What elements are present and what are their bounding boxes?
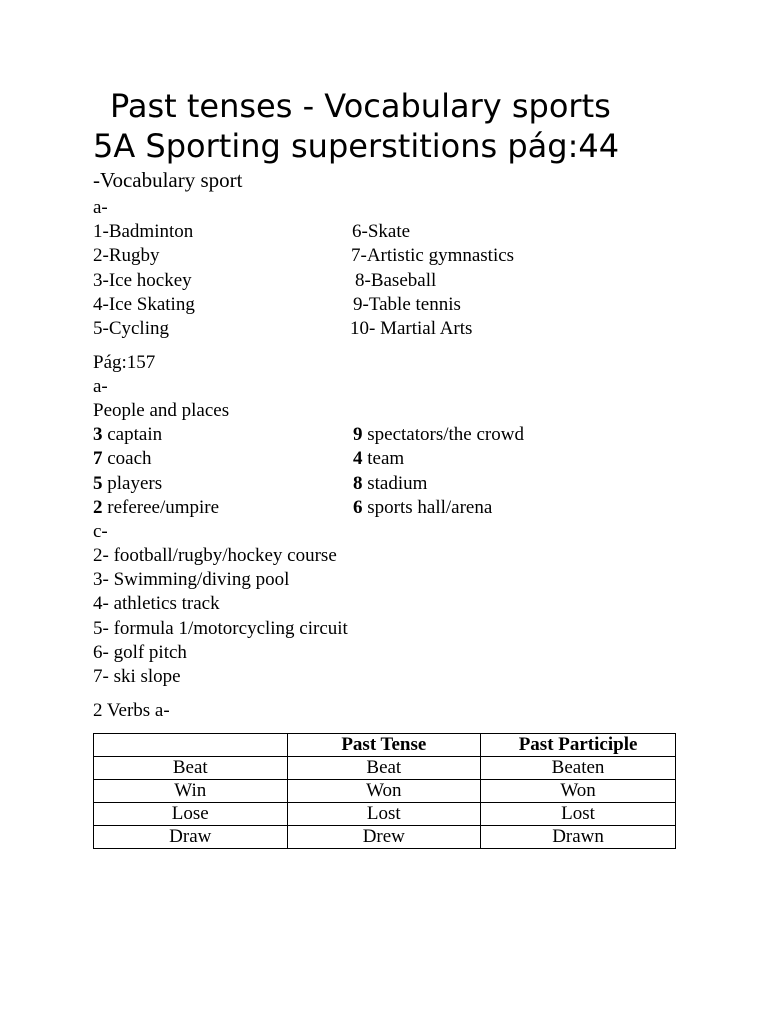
- vocab-section-a: a-: [93, 197, 108, 218]
- vocab-item: 7-Artistic gymnastics: [351, 245, 515, 266]
- vocab-item: 3-Ice hockey: [93, 270, 192, 291]
- page-157-section-a: a-: [93, 376, 108, 397]
- table-cell: Drawn: [481, 826, 676, 849]
- item-text: stadium: [362, 473, 428, 494]
- place-item: 2- football/rugby/hockey course: [93, 545, 337, 566]
- item-number: 6: [353, 497, 363, 518]
- item-number: 8: [353, 473, 363, 494]
- table-row: [94, 757, 676, 780]
- people-item: [353, 423, 524, 447]
- item-number: 2: [93, 497, 103, 518]
- verbs-heading: 2 Verbs a-: [93, 700, 170, 721]
- table-cell: Beat: [94, 757, 288, 780]
- vocab-item: 8-Baseball: [355, 270, 437, 291]
- place-item: 6- golf pitch: [93, 642, 187, 663]
- table-cell: Lose: [94, 803, 288, 826]
- table-cell: Draw: [94, 826, 288, 849]
- vocab-item: 10- Martial Arts: [350, 318, 473, 339]
- verbs-table: [93, 733, 676, 849]
- people-item: [353, 496, 492, 520]
- table-cell: Beat: [287, 757, 481, 780]
- vocab-item: 5-Cycling: [93, 318, 169, 339]
- table-cell: Won: [481, 780, 676, 803]
- table-row: [94, 826, 676, 849]
- page-title-line-1: Past tenses - Vocabulary sports: [110, 87, 611, 125]
- table-cell: Drew: [287, 826, 481, 849]
- item-text: coach: [102, 448, 152, 469]
- people-places-heading: People and places: [93, 400, 230, 421]
- item-number: 9: [353, 424, 363, 445]
- vocab-item: 2-Rugby: [93, 245, 160, 266]
- vocab-item: 6-Skate: [352, 221, 411, 242]
- column-header: Past Participle: [481, 734, 676, 757]
- place-item: 4- athletics track: [93, 593, 220, 614]
- people-item: [93, 472, 162, 496]
- item-number: 4: [353, 448, 363, 469]
- column-header: Past Tense: [287, 734, 481, 757]
- table-cell: Won: [287, 780, 481, 803]
- table-cell: Win: [94, 780, 288, 803]
- item-number: 3: [93, 424, 103, 445]
- column-header: [94, 734, 288, 757]
- item-text: referee/umpire: [102, 497, 220, 518]
- people-item: [93, 423, 162, 447]
- vocab-item: 4-Ice Skating: [93, 294, 195, 315]
- item-text: team: [362, 448, 405, 469]
- item-number: 7: [93, 448, 103, 469]
- vocab-heading: -Vocabulary sport: [93, 168, 243, 192]
- place-item: 3- Swimming/diving pool: [93, 569, 290, 590]
- item-text: captain: [102, 424, 163, 445]
- table-header-row: [94, 734, 676, 757]
- vocab-item: 1-Badminton: [93, 221, 194, 242]
- section-c-label: c-: [93, 521, 108, 542]
- item-text: sports hall/arena: [362, 497, 493, 518]
- table-cell: Lost: [287, 803, 481, 826]
- item-text: spectators/the crowd: [362, 424, 524, 445]
- place-item: 5- formula 1/motorcycling circuit: [93, 618, 348, 639]
- people-item: [353, 447, 404, 471]
- people-item: [93, 496, 219, 520]
- table-cell: Lost: [481, 803, 676, 826]
- page-title-line-2: 5A Sporting superstitions pág:44: [93, 127, 620, 165]
- page-157-label: Pág:157: [93, 352, 156, 373]
- table-row: [94, 780, 676, 803]
- place-item: 7- ski slope: [93, 666, 181, 687]
- item-text: players: [102, 473, 163, 494]
- people-item: [353, 472, 427, 496]
- item-number: 5: [93, 473, 103, 494]
- table-row: [94, 803, 676, 826]
- vocab-item: 9-Table tennis: [353, 294, 461, 315]
- people-item: [93, 447, 152, 471]
- table-cell: Beaten: [481, 757, 676, 780]
